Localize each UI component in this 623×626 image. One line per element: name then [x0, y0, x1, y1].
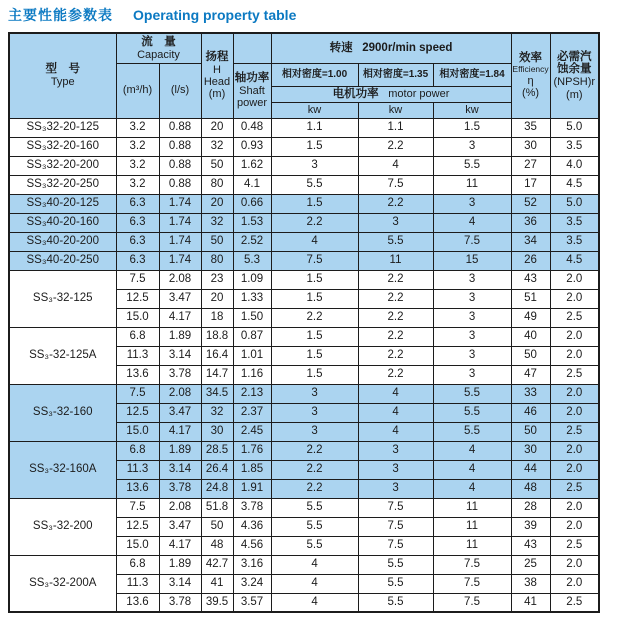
- data-cell-capacity_m3h: 7.5: [116, 384, 159, 403]
- data-cell-capacity_m3h: 11.3: [116, 574, 159, 593]
- data-cell-kw_density_1.35: 5.5: [358, 574, 433, 593]
- data-cell-capacity_m3h: 6.3: [116, 251, 159, 270]
- data-cell-efficiency_pct: 17: [511, 175, 550, 194]
- data-cell-head_m: 23: [201, 270, 233, 289]
- data-cell-capacity_m3h: 6.3: [116, 213, 159, 232]
- header-kw-184: kw: [433, 102, 511, 118]
- table-row: [9, 156, 599, 175]
- data-cell-head_m: 20: [201, 118, 233, 137]
- pump-type-cell: SS₃40-20-160: [9, 213, 116, 232]
- data-cell-kw_density_1.35: 7.5: [358, 175, 433, 194]
- data-cell-capacity_ls: 2.08: [159, 384, 201, 403]
- pump-type-cell: SS₃-32-200: [9, 498, 116, 555]
- data-cell-capacity_m3h: 13.6: [116, 479, 159, 498]
- data-cell-npsh_m: 4.5: [550, 175, 599, 194]
- header-efficiency-en: Efficiency: [512, 64, 549, 75]
- data-cell-efficiency_pct: 44: [511, 460, 550, 479]
- data-cell-kw_density_1.35: 7.5: [358, 536, 433, 555]
- data-cell-kw_density_1.00: 4: [271, 555, 358, 574]
- data-cell-kw_density_1.00: 3: [271, 422, 358, 441]
- data-cell-kw_density_1.00: 1.5: [271, 346, 358, 365]
- data-cell-npsh_m: 2.0: [550, 327, 599, 346]
- data-cell-kw_density_1.84: 11: [433, 536, 511, 555]
- data-cell-kw_density_1.00: 2.2: [271, 460, 358, 479]
- data-cell-kw_density_1.84: 7.5: [433, 232, 511, 251]
- table-body: [9, 118, 599, 612]
- data-cell-efficiency_pct: 36: [511, 213, 550, 232]
- data-cell-npsh_m: 2.0: [550, 441, 599, 460]
- data-cell-capacity_m3h: 6.8: [116, 327, 159, 346]
- data-cell-capacity_m3h: 15.0: [116, 536, 159, 555]
- header-shaft-spacer: [233, 33, 271, 63]
- data-cell-capacity_ls: 3.78: [159, 593, 201, 612]
- data-cell-kw_density_1.00: 3: [271, 403, 358, 422]
- data-cell-npsh_m: 2.0: [550, 403, 599, 422]
- data-cell-head_m: 32: [201, 213, 233, 232]
- data-cell-shaft_power: 1.16: [233, 365, 271, 384]
- data-cell-kw_density_1.00: 5.5: [271, 498, 358, 517]
- data-cell-capacity_m3h: 6.3: [116, 194, 159, 213]
- header-shaft-power: 轴功率 Shaft power: [233, 63, 271, 118]
- data-cell-npsh_m: 2.0: [550, 517, 599, 536]
- data-cell-efficiency_pct: 39: [511, 517, 550, 536]
- data-cell-capacity_m3h: 15.0: [116, 308, 159, 327]
- data-cell-head_m: 41: [201, 574, 233, 593]
- table-row: [9, 118, 599, 137]
- data-cell-npsh_m: 2.0: [550, 270, 599, 289]
- data-cell-shaft_power: 1.53: [233, 213, 271, 232]
- operating-property-table: [8, 32, 600, 613]
- table-row: [9, 232, 599, 251]
- data-cell-efficiency_pct: 49: [511, 308, 550, 327]
- data-cell-kw_density_1.35: 4: [358, 403, 433, 422]
- data-cell-shaft_power: 2.37: [233, 403, 271, 422]
- data-cell-kw_density_1.00: 1.1: [271, 118, 358, 137]
- pump-type-cell: SS₃-32-160: [9, 384, 116, 441]
- data-cell-kw_density_1.35: 4: [358, 422, 433, 441]
- data-cell-npsh_m: 2.0: [550, 498, 599, 517]
- header-type: [9, 33, 116, 118]
- pump-type-cell: SS₃-32-200A: [9, 555, 116, 612]
- data-cell-capacity_ls: 1.74: [159, 232, 201, 251]
- data-cell-kw_density_1.00: 2.2: [271, 308, 358, 327]
- data-cell-efficiency_pct: 35: [511, 118, 550, 137]
- data-cell-capacity_m3h: 12.5: [116, 517, 159, 536]
- data-cell-capacity_m3h: 6.8: [116, 555, 159, 574]
- data-cell-shaft_power: 1.85: [233, 460, 271, 479]
- data-cell-kw_density_1.84: 4: [433, 441, 511, 460]
- data-cell-head_m: 16.4: [201, 346, 233, 365]
- data-cell-capacity_ls: 3.47: [159, 403, 201, 422]
- header-shaft-zh: 轴功率: [234, 71, 270, 84]
- data-cell-capacity_ls: 4.17: [159, 536, 201, 555]
- data-cell-capacity_ls: 4.17: [159, 308, 201, 327]
- data-cell-kw_density_1.84: 4: [433, 479, 511, 498]
- data-cell-efficiency_pct: 30: [511, 441, 550, 460]
- header-efficiency-zh: 效率: [519, 52, 543, 65]
- data-cell-kw_density_1.35: 2.2: [358, 289, 433, 308]
- data-cell-kw_density_1.84: 4: [433, 460, 511, 479]
- pump-type-cell: SS₃32-20-160: [9, 137, 116, 156]
- data-cell-capacity_m3h: 6.8: [116, 441, 159, 460]
- data-cell-head_m: 20: [201, 289, 233, 308]
- data-cell-shaft_power: 3.57: [233, 593, 271, 612]
- data-cell-capacity_ls: 0.88: [159, 175, 201, 194]
- data-cell-kw_density_1.35: 7.5: [358, 517, 433, 536]
- header-motor-zh: 电机功率: [332, 87, 379, 100]
- data-cell-head_m: 50: [201, 232, 233, 251]
- data-cell-kw_density_1.84: 3: [433, 289, 511, 308]
- data-cell-kw_density_1.00: 1.5: [271, 137, 358, 156]
- table-row: [9, 327, 599, 346]
- data-cell-shaft_power: 1.01: [233, 346, 271, 365]
- data-cell-head_m: 34.5: [201, 384, 233, 403]
- data-cell-shaft_power: 1.50: [233, 308, 271, 327]
- data-cell-npsh_m: 2.0: [550, 574, 599, 593]
- data-cell-kw_density_1.00: 2.2: [271, 479, 358, 498]
- data-cell-capacity_m3h: 7.5: [116, 270, 159, 289]
- data-cell-kw_density_1.35: 3: [358, 460, 433, 479]
- data-cell-npsh_m: 2.5: [550, 479, 599, 498]
- table-row: [9, 498, 599, 517]
- data-cell-shaft_power: 3.78: [233, 498, 271, 517]
- pump-type-cell: SS₃-32-125A: [9, 327, 116, 384]
- data-cell-kw_density_1.84: 4: [433, 213, 511, 232]
- data-cell-npsh_m: 3.5: [550, 213, 599, 232]
- data-cell-shaft_power: 1.33: [233, 289, 271, 308]
- data-cell-capacity_ls: 0.88: [159, 118, 201, 137]
- data-cell-head_m: 32: [201, 137, 233, 156]
- data-cell-head_m: 39.5: [201, 593, 233, 612]
- data-cell-capacity_m3h: 11.3: [116, 460, 159, 479]
- data-cell-kw_density_1.35: 4: [358, 156, 433, 175]
- data-cell-kw_density_1.35: 2.2: [358, 346, 433, 365]
- data-cell-capacity_ls: 4.17: [159, 422, 201, 441]
- data-cell-efficiency_pct: 50: [511, 422, 550, 441]
- data-cell-head_m: 30: [201, 422, 233, 441]
- data-cell-shaft_power: 0.87: [233, 327, 271, 346]
- data-cell-npsh_m: 2.5: [550, 365, 599, 384]
- data-cell-kw_density_1.84: 7.5: [433, 593, 511, 612]
- data-cell-efficiency_pct: 30: [511, 137, 550, 156]
- header-density-135: 相对密度=1.35: [358, 63, 433, 86]
- data-cell-efficiency_pct: 52: [511, 194, 550, 213]
- header-capacity-zh: 流 量: [141, 35, 176, 48]
- data-cell-capacity_m3h: 3.2: [116, 175, 159, 194]
- data-cell-capacity_m3h: 3.2: [116, 137, 159, 156]
- data-cell-shaft_power: 1.76: [233, 441, 271, 460]
- header-motor-power: [271, 86, 511, 102]
- data-cell-capacity_ls: 1.89: [159, 327, 201, 346]
- data-cell-shaft_power: 2.13: [233, 384, 271, 403]
- data-cell-shaft_power: 4.1: [233, 175, 271, 194]
- data-cell-shaft_power: 3.16: [233, 555, 271, 574]
- data-cell-capacity_ls: 3.47: [159, 289, 201, 308]
- data-cell-kw_density_1.00: 4: [271, 574, 358, 593]
- data-cell-capacity_ls: 2.08: [159, 270, 201, 289]
- data-cell-head_m: 14.7: [201, 365, 233, 384]
- data-cell-kw_density_1.35: 2.2: [358, 365, 433, 384]
- data-cell-head_m: 28.5: [201, 441, 233, 460]
- data-cell-kw_density_1.84: 5.5: [433, 403, 511, 422]
- data-cell-capacity_m3h: 13.6: [116, 593, 159, 612]
- table-row: [9, 213, 599, 232]
- data-cell-kw_density_1.00: 1.5: [271, 327, 358, 346]
- data-cell-kw_density_1.84: 3: [433, 346, 511, 365]
- table-row: [9, 270, 599, 289]
- data-cell-kw_density_1.35: 3: [358, 441, 433, 460]
- data-cell-npsh_m: 3.5: [550, 137, 599, 156]
- data-cell-efficiency_pct: 38: [511, 574, 550, 593]
- data-cell-capacity_ls: 1.89: [159, 441, 201, 460]
- data-cell-head_m: 18: [201, 308, 233, 327]
- table-header: [9, 33, 599, 118]
- data-cell-kw_density_1.00: 1.5: [271, 289, 358, 308]
- pump-type-cell: SS₃-32-125: [9, 270, 116, 327]
- page-title-zh: 主要性能参数表: [8, 7, 113, 23]
- pump-type-cell: SS₃32-20-250: [9, 175, 116, 194]
- data-cell-npsh_m: 2.0: [550, 555, 599, 574]
- data-cell-head_m: 20: [201, 194, 233, 213]
- header-density-184: 相对密度=1.84: [433, 63, 511, 86]
- header-efficiency: [511, 33, 550, 118]
- data-cell-npsh_m: 2.5: [550, 593, 599, 612]
- data-cell-head_m: 26.4: [201, 460, 233, 479]
- data-cell-kw_density_1.84: 15: [433, 251, 511, 270]
- table-row: [9, 175, 599, 194]
- data-cell-kw_density_1.00: 4: [271, 232, 358, 251]
- data-cell-capacity_ls: 3.14: [159, 346, 201, 365]
- table-row: [9, 555, 599, 574]
- data-cell-kw_density_1.35: 11: [358, 251, 433, 270]
- pump-type-cell: SS₃40-20-250: [9, 251, 116, 270]
- data-cell-kw_density_1.35: 4: [358, 384, 433, 403]
- data-cell-kw_density_1.35: 5.5: [358, 232, 433, 251]
- table-row: [9, 441, 599, 460]
- data-cell-kw_density_1.35: 2.2: [358, 308, 433, 327]
- header-efficiency-unit: (%): [521, 86, 540, 99]
- table-row: [9, 194, 599, 213]
- header-density-100: 相对密度=1.00: [271, 63, 358, 86]
- data-cell-npsh_m: 2.0: [550, 289, 599, 308]
- data-cell-shaft_power: 2.45: [233, 422, 271, 441]
- data-cell-capacity_ls: 1.74: [159, 213, 201, 232]
- data-cell-kw_density_1.84: 3: [433, 365, 511, 384]
- data-cell-head_m: 48: [201, 536, 233, 555]
- data-cell-kw_density_1.00: 5.5: [271, 517, 358, 536]
- page-title: [0, 0, 623, 25]
- header-head: 扬程 H Head (m): [201, 33, 233, 118]
- data-cell-kw_density_1.35: 7.5: [358, 498, 433, 517]
- data-cell-kw_density_1.00: 3: [271, 384, 358, 403]
- pump-type-cell: SS₃40-20-125: [9, 194, 116, 213]
- data-cell-efficiency_pct: 28: [511, 498, 550, 517]
- data-cell-head_m: 51.8: [201, 498, 233, 517]
- data-cell-shaft_power: 0.66: [233, 194, 271, 213]
- data-cell-shaft_power: 5.3: [233, 251, 271, 270]
- header-motor-en: motor power: [388, 87, 450, 100]
- data-cell-efficiency_pct: 48: [511, 479, 550, 498]
- data-cell-kw_density_1.00: 7.5: [271, 251, 358, 270]
- data-cell-npsh_m: 2.0: [550, 460, 599, 479]
- data-cell-capacity_m3h: 13.6: [116, 365, 159, 384]
- data-cell-kw_density_1.00: 5.5: [271, 175, 358, 194]
- header-speed-zh: 转速: [329, 41, 353, 54]
- data-cell-capacity_ls: 2.08: [159, 498, 201, 517]
- data-cell-capacity_ls: 0.88: [159, 156, 201, 175]
- pump-type-cell: SS₃40-20-200: [9, 232, 116, 251]
- data-cell-kw_density_1.84: 11: [433, 175, 511, 194]
- data-cell-efficiency_pct: 27: [511, 156, 550, 175]
- data-cell-shaft_power: 3.24: [233, 574, 271, 593]
- data-cell-head_m: 42.7: [201, 555, 233, 574]
- data-cell-shaft_power: 1.62: [233, 156, 271, 175]
- data-cell-efficiency_pct: 50: [511, 346, 550, 365]
- header-speed-en: 2900r/min speed: [362, 41, 453, 54]
- table-row: [9, 251, 599, 270]
- data-cell-kw_density_1.84: 3: [433, 308, 511, 327]
- header-capacity: [116, 33, 201, 63]
- data-cell-kw_density_1.84: 3: [433, 270, 511, 289]
- data-cell-kw_density_1.35: 3: [358, 479, 433, 498]
- data-cell-capacity_ls: 1.89: [159, 555, 201, 574]
- data-cell-kw_density_1.35: 5.5: [358, 555, 433, 574]
- data-cell-capacity_m3h: 12.5: [116, 289, 159, 308]
- data-cell-efficiency_pct: 43: [511, 270, 550, 289]
- data-cell-capacity_ls: 3.47: [159, 517, 201, 536]
- data-cell-capacity_ls: 0.88: [159, 137, 201, 156]
- header-kw-100: kw: [271, 102, 358, 118]
- data-cell-efficiency_pct: 40: [511, 327, 550, 346]
- data-cell-efficiency_pct: 26: [511, 251, 550, 270]
- data-cell-kw_density_1.35: 2.2: [358, 270, 433, 289]
- data-cell-capacity_ls: 1.74: [159, 251, 201, 270]
- header-type-en: Type: [50, 76, 75, 89]
- header-type-zh: 型 号: [45, 63, 80, 76]
- data-cell-kw_density_1.00: 2.2: [271, 441, 358, 460]
- data-cell-kw_density_1.35: 2.2: [358, 194, 433, 213]
- header-capacity-en: Capacity: [137, 48, 180, 61]
- data-cell-kw_density_1.35: 2.2: [358, 327, 433, 346]
- data-cell-kw_density_1.84: 5.5: [433, 422, 511, 441]
- data-cell-npsh_m: 2.5: [550, 536, 599, 555]
- data-cell-kw_density_1.84: 7.5: [433, 555, 511, 574]
- data-cell-kw_density_1.00: 4: [271, 593, 358, 612]
- data-cell-efficiency_pct: 34: [511, 232, 550, 251]
- data-cell-capacity_m3h: 7.5: [116, 498, 159, 517]
- data-cell-kw_density_1.35: 1.1: [358, 118, 433, 137]
- data-cell-head_m: 80: [201, 175, 233, 194]
- data-cell-kw_density_1.84: 3: [433, 327, 511, 346]
- data-cell-npsh_m: 2.0: [550, 346, 599, 365]
- data-cell-capacity_ls: 3.14: [159, 574, 201, 593]
- header-unit-ls: (l/s): [159, 63, 201, 118]
- data-cell-head_m: 24.8: [201, 479, 233, 498]
- data-cell-head_m: 18.8: [201, 327, 233, 346]
- data-cell-npsh_m: 2.5: [550, 422, 599, 441]
- data-cell-capacity_m3h: 11.3: [116, 346, 159, 365]
- page-title-en: Operating property table: [133, 7, 297, 23]
- data-cell-capacity_m3h: 3.2: [116, 156, 159, 175]
- data-cell-kw_density_1.84: 3: [433, 194, 511, 213]
- data-cell-capacity_ls: 3.78: [159, 479, 201, 498]
- header-head-zh: 扬程: [205, 50, 229, 63]
- data-cell-shaft_power: 0.93: [233, 137, 271, 156]
- data-cell-kw_density_1.84: 3: [433, 137, 511, 156]
- data-cell-kw_density_1.00: 3: [271, 156, 358, 175]
- data-cell-kw_density_1.35: 3: [358, 213, 433, 232]
- data-cell-shaft_power: 4.36: [233, 517, 271, 536]
- data-cell-capacity_m3h: 3.2: [116, 118, 159, 137]
- data-cell-kw_density_1.00: 5.5: [271, 536, 358, 555]
- data-cell-npsh_m: 2.5: [550, 308, 599, 327]
- data-cell-kw_density_1.00: 1.5: [271, 194, 358, 213]
- data-cell-capacity_m3h: 12.5: [116, 403, 159, 422]
- data-cell-npsh_m: 4.0: [550, 156, 599, 175]
- data-cell-efficiency_pct: 46: [511, 403, 550, 422]
- table-row: [9, 384, 599, 403]
- data-cell-efficiency_pct: 47: [511, 365, 550, 384]
- data-cell-npsh_m: 5.0: [550, 194, 599, 213]
- data-cell-head_m: 80: [201, 251, 233, 270]
- data-cell-efficiency_pct: 51: [511, 289, 550, 308]
- data-cell-efficiency_pct: 41: [511, 593, 550, 612]
- data-cell-kw_density_1.84: 7.5: [433, 574, 511, 593]
- header-npsh: 必需汽 蚀余量 (NPSH)r (m): [550, 33, 599, 118]
- data-cell-kw_density_1.35: 2.2: [358, 137, 433, 156]
- data-cell-kw_density_1.84: 11: [433, 517, 511, 536]
- data-cell-kw_density_1.00: 1.5: [271, 270, 358, 289]
- data-cell-shaft_power: 4.56: [233, 536, 271, 555]
- data-cell-capacity_ls: 1.74: [159, 194, 201, 213]
- header-kw-135: kw: [358, 102, 433, 118]
- header-unit-m3h: (m³/h): [116, 63, 159, 118]
- pump-type-cell: SS₃32-20-200: [9, 156, 116, 175]
- data-cell-efficiency_pct: 43: [511, 536, 550, 555]
- pump-type-cell: SS₃-32-160A: [9, 441, 116, 498]
- pump-type-cell: SS₃32-20-125: [9, 118, 116, 137]
- table-row: [9, 137, 599, 156]
- data-cell-capacity_m3h: 6.3: [116, 232, 159, 251]
- data-cell-kw_density_1.00: 2.2: [271, 213, 358, 232]
- data-cell-efficiency_pct: 33: [511, 384, 550, 403]
- data-cell-npsh_m: 3.5: [550, 232, 599, 251]
- data-cell-shaft_power: 0.48: [233, 118, 271, 137]
- data-cell-head_m: 50: [201, 156, 233, 175]
- header-speed: [271, 33, 511, 63]
- data-cell-npsh_m: 2.0: [550, 384, 599, 403]
- data-cell-kw_density_1.84: 11: [433, 498, 511, 517]
- data-cell-npsh_m: 5.0: [550, 118, 599, 137]
- data-cell-kw_density_1.84: 5.5: [433, 156, 511, 175]
- data-cell-capacity_ls: 3.78: [159, 365, 201, 384]
- header-efficiency-symbol: η: [527, 74, 534, 87]
- data-cell-kw_density_1.00: 1.5: [271, 365, 358, 384]
- data-cell-head_m: 32: [201, 403, 233, 422]
- data-cell-efficiency_pct: 25: [511, 555, 550, 574]
- data-cell-shaft_power: 1.09: [233, 270, 271, 289]
- data-cell-head_m: 50: [201, 517, 233, 536]
- data-cell-kw_density_1.84: 1.5: [433, 118, 511, 137]
- data-cell-shaft_power: 1.91: [233, 479, 271, 498]
- data-cell-capacity_ls: 3.14: [159, 460, 201, 479]
- data-cell-kw_density_1.35: 5.5: [358, 593, 433, 612]
- data-cell-kw_density_1.84: 5.5: [433, 384, 511, 403]
- data-cell-npsh_m: 4.5: [550, 251, 599, 270]
- data-cell-capacity_m3h: 15.0: [116, 422, 159, 441]
- data-cell-shaft_power: 2.52: [233, 232, 271, 251]
